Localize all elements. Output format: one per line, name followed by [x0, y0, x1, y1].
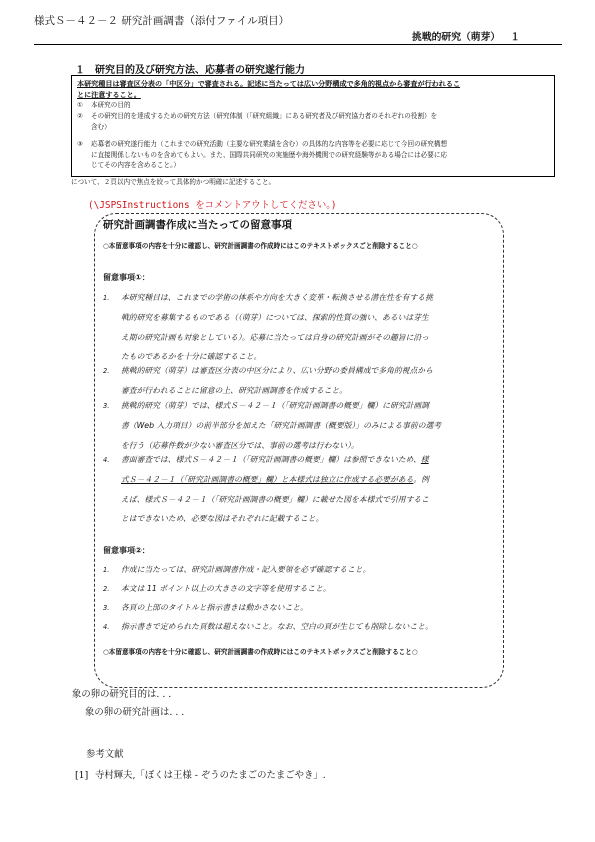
- reference-number: [1]: [75, 770, 89, 781]
- notice-item-mark: ③: [77, 140, 83, 148]
- notice-item-text: じてその内容を含めること。）: [91, 161, 181, 170]
- caution-item: [103, 598, 495, 618]
- caution-item-text: 挑戦的研究（萌芽）は審査区分表の中区分により、広い分野の委員構成で多角的視点から: [121, 366, 433, 375]
- caution-item-number: 3.: [103, 402, 110, 410]
- caution-heading-2: 留意事項②：: [103, 546, 150, 555]
- caution-item: [103, 361, 495, 401]
- caution-item-text: 本文は 11 ポイント以上の大きさの文字等を使用すること。: [121, 584, 331, 593]
- caution-item-number: 2.: [103, 585, 110, 593]
- caution-item-number: 2.: [103, 367, 110, 375]
- notice-item-mark: ②: [77, 112, 83, 120]
- section-title: 研究目的及び研究方法、応募者の研究遂行能力: [95, 65, 305, 76]
- research-category-header: [412, 29, 520, 43]
- page-number: １: [510, 32, 520, 43]
- caution-item-text: たものであるかを十分に確認すること。: [121, 351, 262, 361]
- notice-lead-line: 本研究種目は審査区分表の「中区分」で審査される。記述に当たっては広い分野構成で多角的視点から審査が行われるこ: [77, 79, 461, 88]
- notice-lead-line: とに注意すること。: [77, 90, 141, 99]
- caution-item: [103, 288, 495, 366]
- caution-item-text: えば、様式Ｓ－４２－１（「研究計画調書の概要」欄）に載せた図を本様式で引用するこ: [121, 494, 429, 504]
- caution-item-text: とはできないため、必要な図はそれぞれに記載すること。: [121, 513, 324, 523]
- caution-item-text: 戦的研究を募集するものである（（萌芽）については、探索的性質の強い、あるいは芽生: [121, 313, 429, 323]
- notice-lead: [77, 78, 551, 100]
- caution-item: [103, 450, 495, 528]
- notice-item-text: その研究目的を達成するための研究方法（研究体制（「研究組織」にある研究者及び研究協力者のそれぞれの役割）を: [91, 112, 438, 120]
- caution-item: [103, 617, 495, 637]
- caution-box-title: 研究計画調書作成に当たっての留意事項: [103, 219, 292, 231]
- reference-entry: [75, 767, 326, 781]
- caution-item-number: 4.: [103, 623, 110, 631]
- caution-item-number: 4.: [103, 456, 110, 464]
- form-id-label: 様式Ｓ－４２－２ 研究計画調書（添付ファイル項目）: [34, 15, 290, 27]
- caution-box-note-bottom: ○本留意事項の内容を十分に確認し、研究計画調書の作成時にはこのテキストボックスごと削除すること○: [103, 648, 418, 656]
- caution-item: [103, 396, 495, 455]
- caution-item-text: 本研究種目は、これまでの学術の体系や方向を大きく変革・転換させる潜在性を有する挑: [121, 293, 433, 302]
- section-heading: [75, 61, 305, 76]
- caution-item-text: 書面審査では、様式Ｓ－４２－１（「研究計画調書の概要」欄）は参照できないため、: [121, 455, 421, 464]
- caution-item: [103, 560, 495, 580]
- notice-item: [77, 111, 547, 132]
- caution-item-text: 各頁の上部のタイトルと指示書きは動かさないこと。: [121, 603, 308, 612]
- caution-item-underlined-text: 式Ｓ－４２－１（「研究計画調書の概要」欄）と本様式は独立に作成する必要がある: [121, 475, 414, 485]
- caution-item-text: 指示書きで定められた頁数は超えないこと。なお、空白の頁が生じても削除しないこと。: [121, 622, 433, 631]
- notice-item-text: 応募者の研究遂行能力（これまでの研究活動（主要な研究業績を含む）の具体的な内容等を必要に応じて今回の研究構想: [91, 140, 448, 148]
- notice-item: [77, 139, 547, 171]
- notice-item-text: 本研究の目的: [91, 101, 131, 109]
- research-plan-text: 象の卵の研究計画は. . .: [85, 707, 185, 718]
- research-purpose-text: 象の卵の研究目的は. . .: [72, 689, 172, 700]
- caution-item: [103, 579, 495, 599]
- caution-item-text: 書（Web 入力項目）の前半部分を加えた「研究計画調書（概要版）」のみによる事前の選考: [121, 421, 442, 431]
- caution-item-text: 挑戦的研究（萌芽）では、様式Ｓ－４２－１（「研究計画調書の概要」欄）に研究計画調: [121, 401, 429, 410]
- caution-item-text: を行う（応募件数が少ない審査区分では、事前の選考は行わない）。: [121, 440, 359, 450]
- header-divider: [34, 44, 562, 45]
- caution-item-number: 1.: [103, 566, 110, 574]
- notice-tail: について、２頁以内で焦点を絞って具体的かつ明確に記述すること。: [71, 178, 276, 186]
- research-category-label: 挑戦的研究（萌芽）: [412, 32, 501, 43]
- caution-item-text: 。例: [413, 475, 429, 485]
- caution-heading-1: 留意事項①：: [103, 273, 150, 282]
- caution-item-underlined-text: 様: [420, 455, 429, 464]
- caution-item-number: 1.: [103, 294, 110, 302]
- section-number: １: [75, 65, 85, 76]
- notice-item-text: に直接関係しないものを含めてもよい。また、国際共同研究の実施歴や海外機関での研究経験等がある場合には必要に応: [91, 150, 448, 159]
- caution-item-text: 作成に当たっては、研究計画調書作成・記入要領を必ず確認すること。: [121, 565, 371, 574]
- notice-item-text: 含む）: [91, 122, 111, 131]
- caution-box-note: ○本留意事項の内容を十分に確認し、研究計画調書の作成時にはこのテキストボックスごと削除すること○: [103, 242, 418, 250]
- caution-item-number: 3.: [103, 604, 110, 612]
- reference-text: 寺村輝夫,「ぼくは王様 - ぞうのたまごのたまごやき」.: [95, 770, 326, 781]
- references-heading: 参考文献: [86, 749, 124, 760]
- caution-item-text-line: [103, 470, 495, 489]
- notice-item: [77, 100, 547, 111]
- caution-item-text: え期の研究計画も対象としている）。応募に当たっては自身の研究計画がその趣旨に沿っ: [121, 332, 429, 342]
- comment-out-instruction: (\JSPSInstructions をコメントアウトしてください。): [88, 200, 337, 211]
- caution-item-text: 審査が行われることに留意の上、研究計画調書を作成すること。: [121, 386, 348, 396]
- notice-item-mark: ①: [77, 101, 83, 109]
